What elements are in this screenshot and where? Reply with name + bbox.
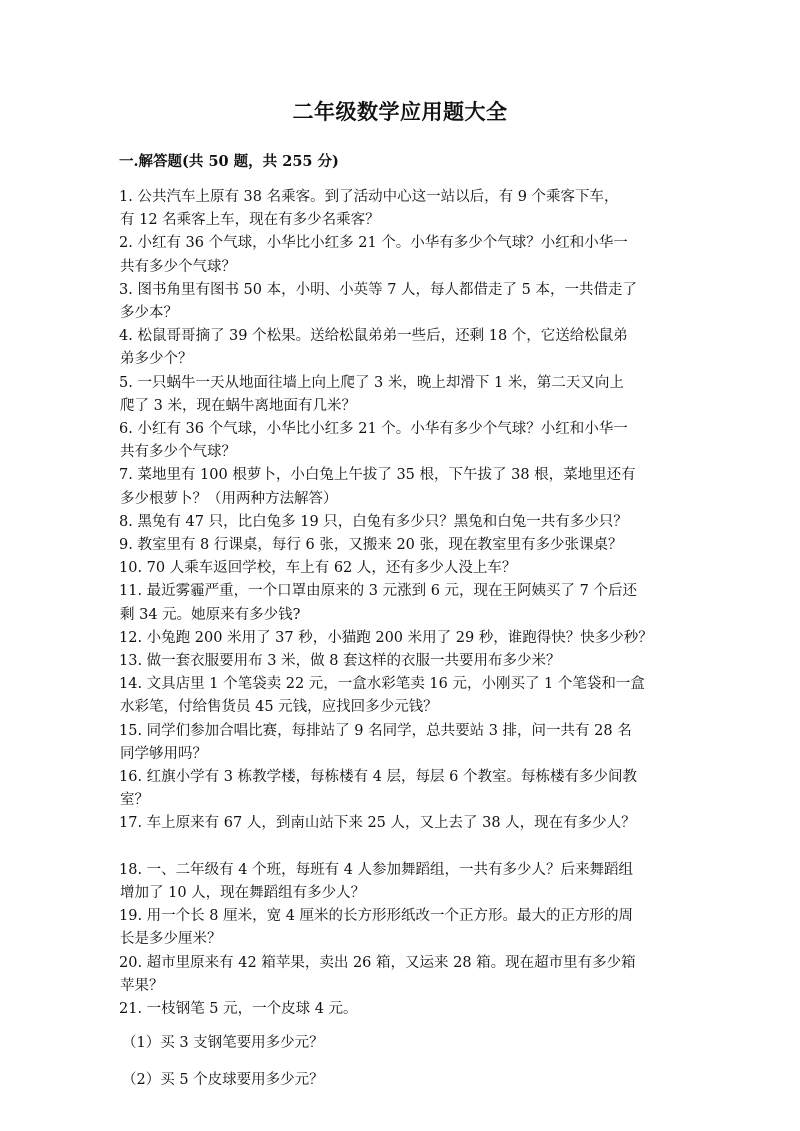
question-line: 19. 用一个长 8 厘米，宽 4 厘米的长方形形纸改一个正方形。最大的正方形的周 xyxy=(119,908,634,925)
question-line: 共有多少个气球？ xyxy=(120,444,236,461)
question-20 xyxy=(119,952,679,998)
question-line: 增加了 10 人，现在舞蹈组有多少人？ xyxy=(120,884,366,901)
question-line: 10. 70 人乘车返回学校，车上有 62 人，还有多少人没上车？ xyxy=(119,560,517,577)
blank-gap xyxy=(119,1021,679,1032)
question-line: 13. 做一套衣服要用布 3 米，做 8 套这样的衣服一共要用布多少米？ xyxy=(119,653,561,670)
question-7 xyxy=(119,464,679,510)
question-line: 18. 一、二年级有 4 个班，每班有 4 人参加舞蹈组，一共有多少人？后来舞蹈组 xyxy=(119,861,634,878)
question-line: 4. 松鼠哥哥摘了 39 个松果。送给松鼠弟弟一些后，还剩 18 个，它送给松鼠弟 xyxy=(119,328,628,345)
question-line: 室？ xyxy=(120,792,149,809)
question-21 xyxy=(119,998,679,1021)
question-line: 长是多少厘米？ xyxy=(120,931,222,948)
question-line: 多少本？ xyxy=(120,305,178,322)
blank-gap xyxy=(119,1055,679,1069)
page-title: 二年级数学应用题大全 xyxy=(292,99,508,124)
sub-question-2: （2）买 5 个皮球要用多少元？ xyxy=(122,1072,324,1089)
question-5 xyxy=(119,372,679,418)
question-list xyxy=(119,186,679,1093)
question-line: 2. 小红有 36 个气球，小华比小红多 21 个。小华有多少个气球？小红和小华一 xyxy=(119,235,628,252)
question-13 xyxy=(119,650,679,673)
question-line: 5. 一只蜗牛一天从地面往墙上向上爬了 3 米，晚上却滑下 1 米，第二天又向上 xyxy=(119,374,624,391)
question-line: 20. 超市里原来有 42 箱苹果，卖出 26 箱，又运来 28 箱。现在超市里有多少箱 xyxy=(119,954,636,971)
question-line: 弟多少个？ xyxy=(120,351,193,368)
question-line: 有 12 名乘客上车，现在有多少名乘客？ xyxy=(120,212,380,229)
question-line: 8. 黑兔有 47 只，比白兔多 19 只，白兔有多少只？黑兔和白兔一共有多少只？ xyxy=(119,513,628,530)
question-16 xyxy=(119,766,679,812)
question-19 xyxy=(119,905,679,951)
question-9 xyxy=(119,534,679,557)
question-8 xyxy=(119,511,679,534)
question-line: 7. 菜地里有 100 根萝卜，小白兔上午拔了 35 根，下午拔了 38 根，菜地里还有 xyxy=(119,467,636,484)
question-15 xyxy=(119,720,679,766)
question-line: 多少根萝卜？（用两种方法解答） xyxy=(120,490,338,507)
question-line: 爬了 3 米，现在蜗牛离地面有几米？ xyxy=(120,397,356,414)
question-line: 共有多少个气球？ xyxy=(120,258,236,275)
question-line: 苹果？ xyxy=(120,977,164,994)
question-line: 11. 最近雾霾严重，一个口罩由原来的 3 元涨到 6 元，现在王阿姨买了 7 个后还 xyxy=(119,583,637,600)
question-17 xyxy=(119,812,679,835)
question-line: 14. 文具店里 1 个笔袋卖 22 元，一盒水彩笔卖 16 元，小刚买了 1 个笔袋和一盒 xyxy=(119,676,645,693)
question-line: 21. 一枝钢笔 5 元，一个皮球 4 元。 xyxy=(119,1000,358,1017)
sub-question-1: （1）买 3 支钢笔要用多少元？ xyxy=(122,1035,324,1052)
question-12 xyxy=(119,627,679,650)
blank-line xyxy=(119,836,679,859)
question-line: 同学够用吗？ xyxy=(120,745,207,762)
question-10 xyxy=(119,557,679,580)
question-11 xyxy=(119,580,679,626)
question-line: 16. 红旗小学有 3 栋教学楼，每栋楼有 4 层，每层 6 个教室。每栋楼有多少间教 xyxy=(119,769,637,786)
question-14 xyxy=(119,673,679,719)
section-heading: 一.解答题(共 50 题，共 255 分) xyxy=(119,153,339,170)
question-line: 1. 公共汽车上原有 38 名乘客。到了活动中心这一站以后，有 9 个乘客下车， xyxy=(119,189,619,205)
question-line: 9. 教室里有 8 行课桌，每行 6 张，又搬来 20 张，现在教室里有多少张课桌？ xyxy=(119,537,623,554)
question-2 xyxy=(119,232,679,278)
question-3 xyxy=(119,279,679,325)
question-line: 17. 车上原来有 67 人，到南山站下来 25 人，又上去了 38 人，现在有多少人？ xyxy=(119,815,636,832)
question-6 xyxy=(119,418,679,464)
question-line: 3. 图书角里有图书 50 本，小明、小英等 7 人，每人都借走了 5 本，一共借走了 xyxy=(119,281,637,298)
question-line: 6. 小红有 36 个气球，小华比小红多 21 个。小华有多少个气球？小红和小华一 xyxy=(119,421,628,438)
question-1 xyxy=(119,186,679,232)
question-line: 剩 34 元。她原来有多少钱? xyxy=(120,606,301,623)
question-18 xyxy=(119,859,679,905)
question-line: 水彩笔，付给售货员 45 元钱，应找回多少元钱？ xyxy=(120,699,438,716)
question-line: 12. 小兔跑 200 米用了 37 秒，小猫跑 200 米用了 29 秒，谁跑得快？快多少秒？ xyxy=(119,629,653,646)
question-4 xyxy=(119,325,679,371)
question-line: 15. 同学们参加合唱比赛，每排站了 9 名同学，总共要站 3 排，问一共有 28 名 xyxy=(119,722,632,739)
